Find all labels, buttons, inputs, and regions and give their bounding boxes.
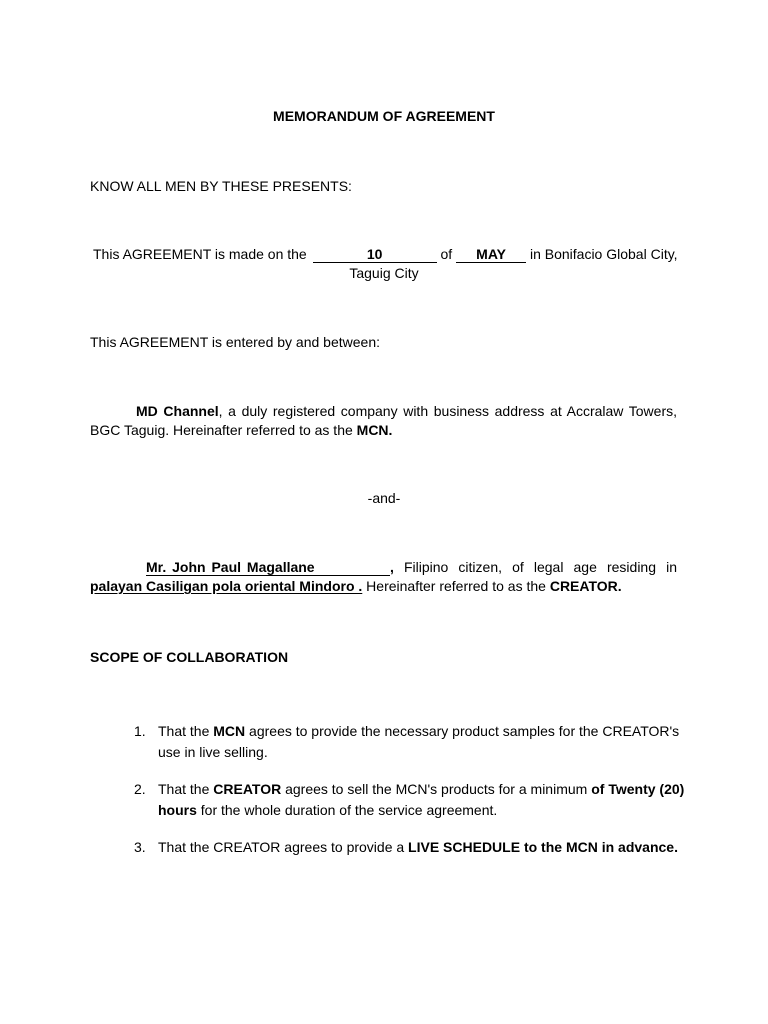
item-text: agrees to provide the necessary product samples for the CREATOR's use in live selling. xyxy=(158,723,680,760)
know-all-line: KNOW ALL MEN BY THESE PRESENTS: xyxy=(90,178,352,194)
day-value: 10 xyxy=(366,246,383,262)
item-bold: MCN xyxy=(213,723,246,739)
scope-item-1 xyxy=(118,721,688,763)
date-of: of xyxy=(440,246,453,262)
date-prefix: This AGREEMENT is made on the xyxy=(93,246,307,262)
party2-comma: , xyxy=(390,559,394,575)
item-text: That the xyxy=(158,781,214,797)
and-separator: -and- xyxy=(367,490,401,506)
party1-desc1: , a duly registered company with business address at Accralaw Towers, xyxy=(218,403,678,419)
party2-paragraph-line2 xyxy=(90,576,622,596)
item-number: 3. xyxy=(134,839,146,855)
scope-item-3 xyxy=(118,837,688,858)
item-bold: CREATOR xyxy=(213,781,282,797)
scope-list xyxy=(118,721,688,858)
party1-name: MD Channel xyxy=(136,403,219,419)
party2-desc2: Hereinafter referred to as the xyxy=(362,578,550,594)
item-number: 2. xyxy=(134,781,146,797)
agreement-city: Taguig City xyxy=(349,265,419,281)
party1-alias: MCN. xyxy=(356,422,393,438)
party1-paragraph-line1 xyxy=(90,401,677,421)
party2-name-field xyxy=(146,560,390,576)
item-text: for the whole duration of the service agreement. xyxy=(196,802,498,818)
scope-heading: SCOPE OF COLLABORATION xyxy=(90,649,289,665)
item-bold: of Twenty (20) hours xyxy=(158,781,685,818)
document-title: MEMORANDUM OF AGREEMENT xyxy=(273,108,495,124)
entered-between-line: This AGREEMENT is entered by and between: xyxy=(90,334,380,350)
month-value: MAY xyxy=(476,246,506,262)
party1-desc2: BGC Taguig. Hereinafter referred to as the xyxy=(90,422,357,438)
item-number: 1. xyxy=(134,723,146,739)
month-field xyxy=(456,247,526,263)
party2-paragraph-line1 xyxy=(90,557,677,577)
agreement-date-line xyxy=(93,244,678,264)
date-place: in Bonifacio Global City, xyxy=(529,246,678,262)
item-text: That the CREATOR agrees to provide a xyxy=(158,839,409,855)
item-text: agrees to sell the MCN's products for a minimum xyxy=(281,781,592,797)
party2-name: Mr. John Paul Magallane xyxy=(146,559,315,575)
item-text: That the xyxy=(158,723,214,739)
scope-item-2 xyxy=(118,779,688,821)
item-bold: LIVE SCHEDULE to the MCN in advance. xyxy=(408,839,678,855)
party1-paragraph-line2 xyxy=(90,420,392,440)
party2-alias: CREATOR. xyxy=(549,578,622,594)
day-field xyxy=(313,247,437,263)
party2-desc1: Filipino citizen, of legal age residing in xyxy=(403,559,677,575)
party2-address: palayan Casiligan pola oriental Mindoro . xyxy=(90,578,363,594)
